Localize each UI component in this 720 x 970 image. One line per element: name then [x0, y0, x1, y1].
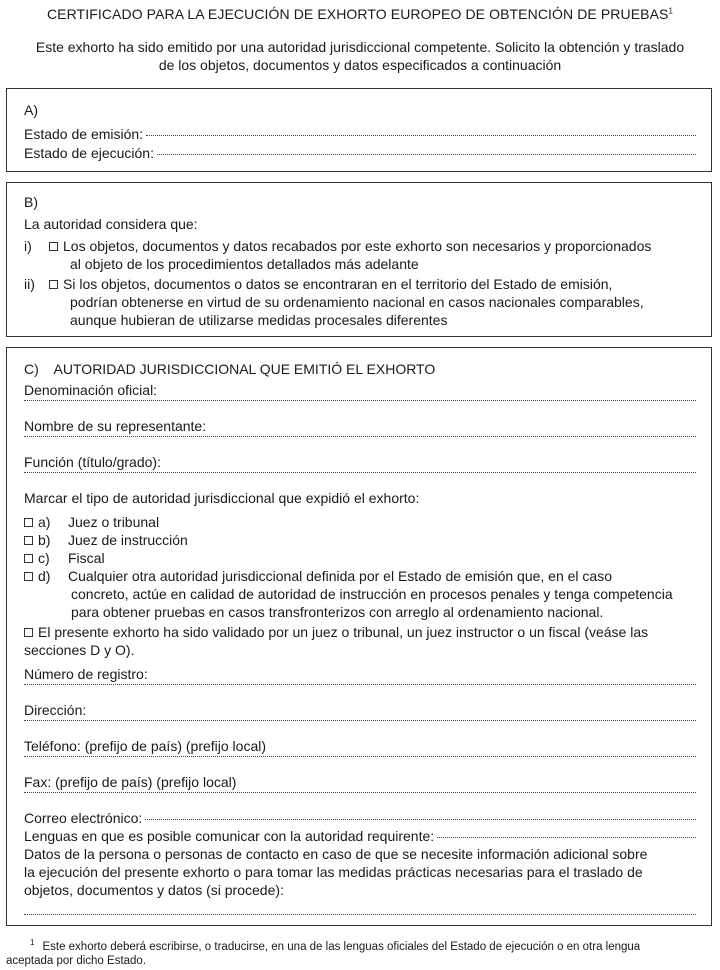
lenguas-dotted-line [437, 837, 696, 838]
estado-emision-label: Estado de emisión: [24, 126, 144, 142]
section-a-heading: A) [24, 102, 38, 118]
item-ii-checkbox[interactable] [49, 280, 58, 289]
item-ii-line-1[interactable] [49, 275, 699, 293]
lenguas-field[interactable] [24, 827, 696, 845]
option-b-checkbox[interactable] [24, 536, 33, 545]
funcion-label: Función (título/grado): [24, 454, 161, 470]
item-i-text-2: al objeto de los procedimientos detallados más adelante [70, 256, 419, 272]
denominacion-dotted-line[interactable] [24, 400, 696, 401]
footnote-number: 1 [30, 938, 35, 947]
title-footnote-ref: 1 [668, 6, 674, 16]
footnote-text-1: Este exhorto deberá escribirse, o traducirse, en una de las lenguas oficiales del Estado de ejecución o en otra lengua [42, 940, 641, 953]
intro-line-1: Este exhorto ha sido emitido por una autoridad jurisdiccional competente. Solicito la obtención y traslado [35, 39, 685, 55]
lenguas-label: Lenguas en que es posible comunicar con la autoridad requirente: [24, 828, 435, 844]
estado-emision-dotted-line [146, 135, 696, 136]
section-c-heading: C) AUTORIDAD JURISDICCIONAL QUE EMITIÓ EL EXHORTO [24, 361, 436, 377]
funcion-dotted-line[interactable] [24, 472, 696, 473]
correo-dotted-line [145, 819, 696, 820]
correo-field[interactable] [24, 809, 696, 827]
option-c-text: Fiscal [68, 550, 105, 566]
option-b-letter: b) [38, 532, 51, 548]
fax-dotted-line[interactable] [24, 792, 696, 793]
option-a-letter: a) [38, 514, 51, 530]
estado-ejecucion-field[interactable] [24, 144, 696, 162]
validado-text-2: secciones D y O). [24, 642, 135, 658]
item-ii-text-1: Si los objetos, documentos o datos se encontraran en el territorio del Estado de emisión, [63, 276, 613, 292]
denominacion-label: Denominación oficial: [24, 382, 158, 398]
option-d-checkbox[interactable] [24, 572, 33, 581]
page-title-text: CERTIFICADO PARA LA EJECUCIÓN DE EXHORTO EUROPEO DE OBTENCIÓN DE PRUEBAS [46, 6, 669, 22]
datos-contacto-dotted-line[interactable] [24, 914, 696, 915]
direccion-dotted-line[interactable] [24, 720, 696, 721]
estado-ejecucion-label: Estado de ejecución: [24, 145, 154, 161]
item-ii-text-2: podrían obtenerse en virtud de su ordenamiento nacional en casos nacionales comparables, [70, 294, 644, 310]
validado-text-1: El presente exhorto ha sido validado por un juez o tribunal, un juez instructor o un fiscal (veáse las [38, 624, 649, 640]
validado-checkbox[interactable] [24, 628, 33, 637]
option-d-text-1: Cualquier otra autoridad jurisdiccional definida por el Estado de emisión que, en el caso [68, 568, 612, 584]
option-a[interactable] [24, 513, 696, 531]
fax-label: Fax: (prefijo de país) (prefijo local) [24, 774, 237, 790]
option-b-text: Juez de instrucción [68, 532, 188, 548]
footnote [6, 936, 714, 968]
option-b[interactable] [24, 531, 696, 549]
representante-label: Nombre de su representante: [24, 418, 207, 434]
representante-dotted-line[interactable] [24, 436, 696, 437]
section-b-lead: La autoridad considera que: [24, 216, 198, 232]
section-b [6, 182, 712, 337]
section-a [6, 88, 712, 172]
estado-emision-field[interactable] [24, 125, 696, 143]
option-c[interactable] [24, 549, 696, 567]
telefono-label: Teléfono: (prefijo de país) (prefijo local) [24, 738, 267, 754]
datos-contacto-text-1: Datos de la persona o personas de contacto en caso de que se necesite información adicional sobre [24, 846, 648, 862]
marcar-tipo-label: Marcar el tipo de autoridad jurisdiccional que expidió el exhorto: [24, 490, 420, 506]
option-a-checkbox[interactable] [24, 518, 33, 527]
direccion-label: Dirección: [24, 702, 87, 718]
correo-label: Correo electrónico: [24, 810, 143, 826]
telefono-dotted-line[interactable] [24, 756, 696, 757]
section-b-heading: B) [24, 194, 38, 210]
estado-ejecucion-dotted-line [157, 154, 696, 155]
option-a-text: Juez o tribunal [68, 514, 160, 530]
item-i-text-1: Los objetos, documentos y datos recabados por este exhorto son necesarios y proporcionados [63, 238, 652, 254]
option-d-letter: d) [38, 568, 51, 584]
item-ii-label: ii) [24, 276, 35, 292]
section-c [6, 347, 712, 926]
validado-line-1[interactable] [24, 623, 696, 641]
item-ii-text-3: aunque hubieran de utilizarse medidas procesales diferentes [70, 312, 448, 328]
footnote-text-2: aceptada por dicho Estado. [6, 954, 147, 967]
item-i-line-1[interactable] [49, 237, 699, 255]
registro-label: Número de registro: [24, 666, 148, 682]
item-i-label: i) [24, 238, 32, 254]
option-d-text-2: concreto, actúe en calidad de autoridad de instrucción en procesos penales y tenga competencia [71, 586, 673, 602]
datos-contacto-text-2: la ejecución del presente exhorto o para tomar las medidas prácticas necesarias para el traslado de [24, 864, 643, 880]
intro-paragraph [6, 38, 714, 74]
option-c-letter: c) [38, 550, 50, 566]
option-d[interactable] [24, 567, 696, 585]
option-c-checkbox[interactable] [24, 554, 33, 563]
registro-dotted-line[interactable] [24, 684, 696, 685]
intro-line-2: de los objetos, documentos y datos especificados a continuación [158, 57, 562, 73]
datos-contacto-text-3: objetos, documentos y datos (si procede): [24, 882, 284, 898]
item-i-checkbox[interactable] [49, 242, 58, 251]
option-d-text-3: para obtener pruebas en casos transfronterizos con arreglo al ordenamiento nacional. [71, 604, 604, 620]
page-title [0, 6, 720, 22]
